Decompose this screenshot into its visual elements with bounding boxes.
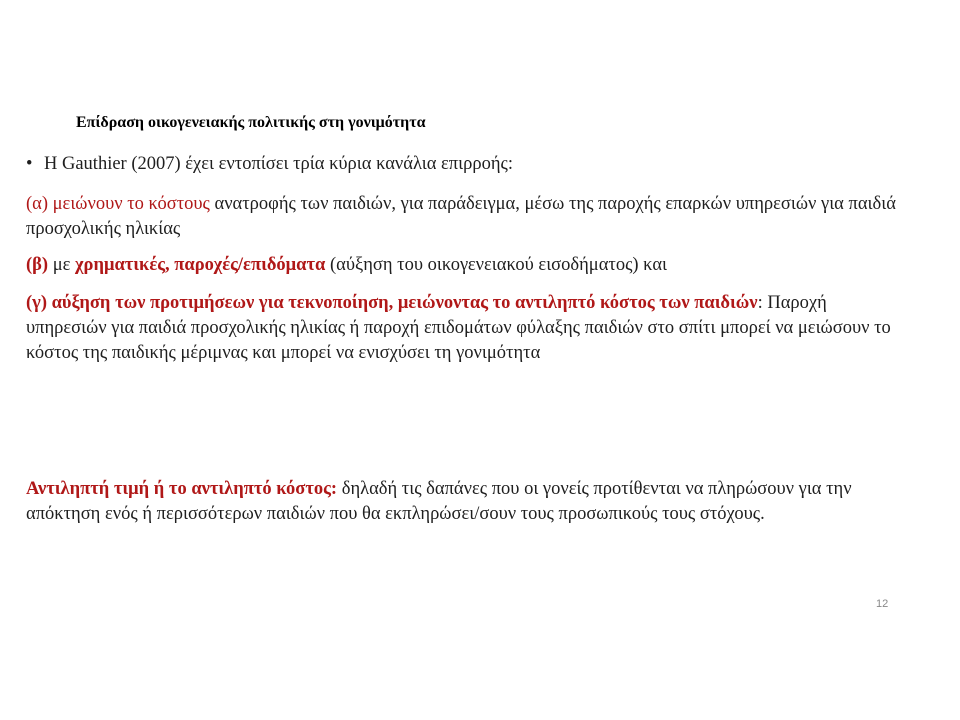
- text-run: Αντιληπτή τιμή ή το αντιληπτό κόστος:: [26, 479, 338, 499]
- text-run: (γ) αύξηση των προτιμήσεων για τεκνοποίηση, μειώνοντας το αντιληπτό κόστος των παιδιών: [26, 293, 758, 313]
- text-run: : Παροχή υπηρεσιών για παιδιά προσχολικής ηλικίας ή παροχή επιδομάτων φύλαξης παιδιών στο σπίτι μπορεί να μειώσουν το κόστος της παιδικής μέριμνας και μπορεί να ενισχύσει τη γονιμότητα: [26, 293, 891, 363]
- text-run: (α) μειώνουν το κόστους: [26, 194, 210, 214]
- text-run: με: [48, 255, 76, 275]
- slide-title: Επίδραση οικογενειακής πολιτικής στη γονιμότητα: [76, 114, 426, 131]
- text-run: χρηματικές, παροχές/επιδόματα: [75, 255, 326, 275]
- text-run: ανατροφής των παιδιών, για παράδειγμα, μέσω της παροχής επαρκών υπηρεσιών για παιδιά προσχολικής ηλικίας: [26, 194, 896, 239]
- point-a-paragraph: [26, 192, 906, 242]
- text-run: (αύξηση του οικογενειακού εισοδήματος) και: [325, 255, 668, 275]
- text-run: (β): [26, 255, 49, 275]
- definition-paragraph: [26, 477, 906, 527]
- bullet-icon: •: [26, 154, 33, 174]
- intro-paragraph: [26, 152, 906, 177]
- point-b-paragraph: [26, 253, 906, 278]
- text-run: Η Gauthier (2007) έχει εντοπίσει τρία κύρια κανάλια επιρροής:: [44, 154, 513, 174]
- text-run: δηλαδή τις δαπάνες που οι γονείς προτίθενται να πληρώσουν για την απόκτηση ενός ή περισσότερων παιδιών που θα εκπληρώσει/σουν τους προσωπικούς τους στόχους.: [26, 479, 852, 524]
- page-number: 12: [876, 598, 889, 610]
- point-c-paragraph: [26, 291, 906, 366]
